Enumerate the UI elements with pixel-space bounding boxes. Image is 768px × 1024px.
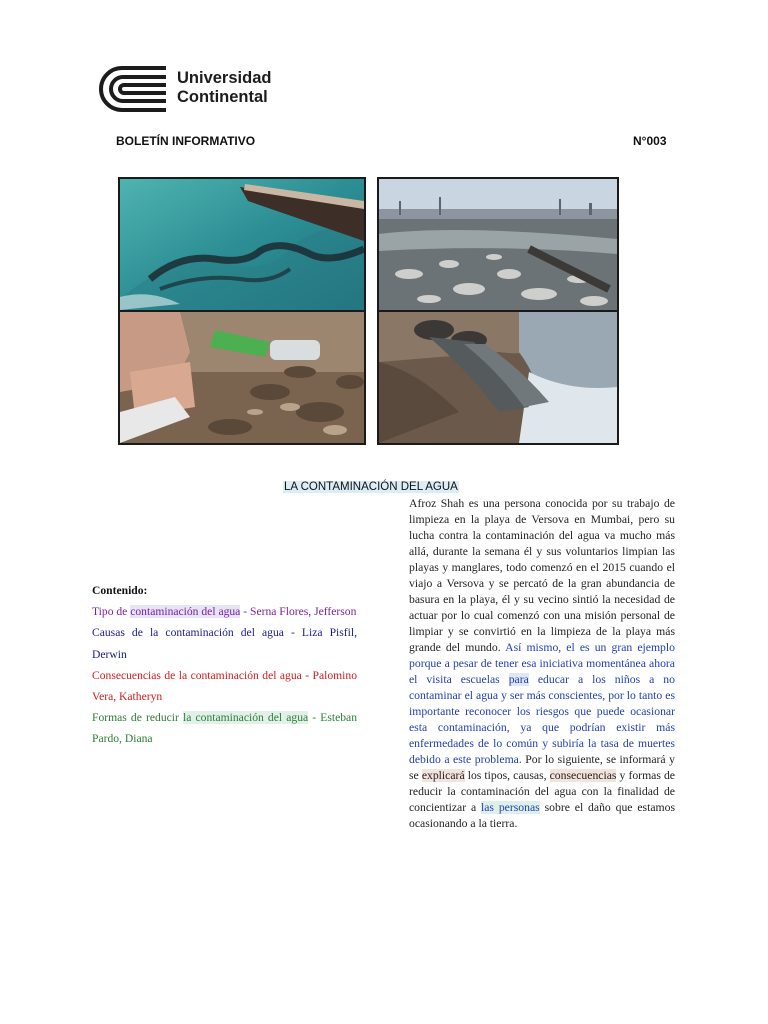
article-blue-text: educar a los niños a no contaminar el agua y ser más conscientes, por lo tanto es importante reconocer los riesgos que puede ocasionar esta contaminación, ya que podrían existir más enfermedades de lo común y subiría la tasa de muertes debido a este problema. [409, 673, 675, 766]
contents-item-text: Formas de reducir [92, 711, 184, 725]
university-logo [98, 64, 288, 114]
bulletin-title: BOLETÍN INFORMATIVO [116, 134, 256, 148]
article-highlight: consecuencias [549, 769, 617, 782]
logo-line-1: Universidad [177, 69, 272, 87]
contents-item [92, 622, 357, 664]
main-title: LA CONTAMINACIÓN DEL AGUA [284, 481, 458, 493]
photo-icon [120, 312, 364, 443]
article-text: los tipos, causas, [464, 769, 550, 782]
article-highlight: explicará [421, 769, 465, 782]
contents-item-text: - Serna Flores, Jefferson [240, 605, 357, 619]
sewage-pipe-photo [377, 310, 619, 445]
contents-item-text: Causas de la contaminación del agua - Liza Pisfil, Derwin [92, 626, 357, 661]
photo-icon [379, 312, 617, 443]
article-text: Por lo siguiente, se informará y se [409, 753, 675, 782]
contents-item [92, 707, 357, 749]
article-text: sobre el daño que estamos ocasionando a la tierra. [409, 801, 675, 830]
contents-item-text: Tipo de [92, 605, 131, 619]
water-sample-photo [118, 310, 366, 445]
bulletin-number: N°003 [633, 134, 667, 148]
contents-item-highlight: contaminación del agua [130, 605, 241, 619]
article-body [409, 496, 675, 832]
logo-line-2: Continental [177, 88, 268, 106]
article-paragraph: Afroz Shah es una persona conocida por su trabajo de limpieza en la playa de Versova en Mumbai, pero su lucha contra la contaminación del agua va mucho más allá, durante la semana él y sus voluntarios limpian las playas y manglares, todo comenzó en el 2015 cuando el viajo a Versova y se percató de la gran abundancia de basura en la playa, él y su vecino sintió la necesidad de actuar por lo cual comenzó con una misión personal de limpiar y se convirtió en la limpieza de la playa más grande del mundo. [409, 497, 675, 654]
article-text: y formas de reducir la contaminación del agua con la finalidad de concientizar a [409, 769, 675, 814]
polluted-beach-photo [377, 177, 619, 312]
contents-item [92, 601, 357, 622]
contents-item-text: - Esteban Pardo, Diana [92, 711, 358, 746]
contents-section [92, 580, 357, 750]
photo-icon [379, 179, 617, 310]
article-highlight: para [508, 673, 529, 686]
university-logo-icon [98, 64, 168, 114]
article-highlight: las personas [481, 801, 540, 814]
article-blue-text: Así mismo, el es un gran ejemplo porque a pesar de tener esa iniciativa momentánea ahora el visita escuelas [409, 641, 675, 686]
contents-item-text: Consecuencias de la contaminación del agua - Palomino Vera, Katheryn [92, 668, 357, 704]
photo-icon [120, 179, 364, 310]
oil-spill-photo [118, 177, 366, 312]
contents-item [92, 665, 357, 707]
contents-heading: Contenido: [92, 584, 148, 597]
contents-item-highlight: la contaminación del agua [183, 711, 309, 725]
